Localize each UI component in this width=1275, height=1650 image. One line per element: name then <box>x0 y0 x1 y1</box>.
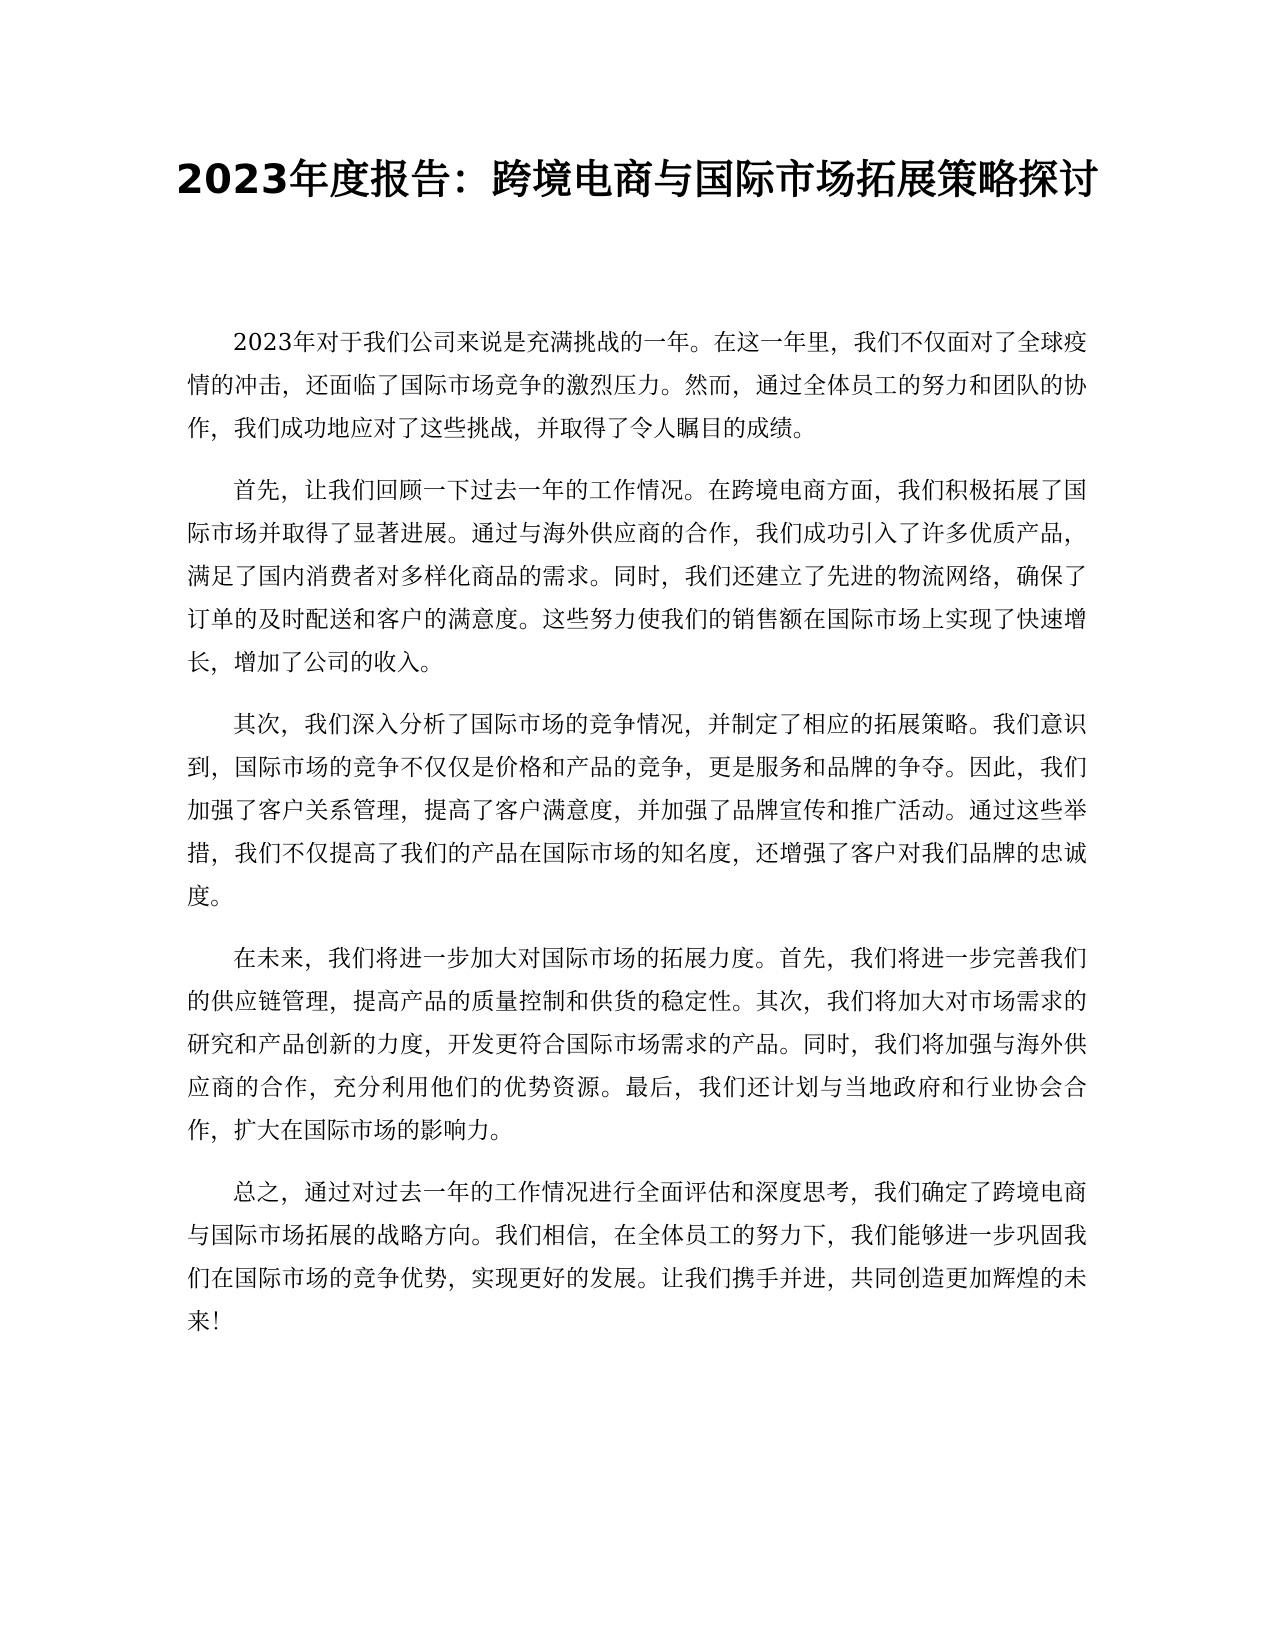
document-body <box>187 322 1087 1363</box>
paragraph-review: 首先，让我们回顾一下过去一年的工作情况。在跨境电商方面，我们积极拓展了国际市场并取得了显著进展。通过与海外供应商的合作，我们成功引入了许多优质产品，满足了国内消费者对多样化商品的需求。同时，我们还建立了先进的物流网络，确保了订单的及时配送和客户的满意度。这些努力使我们的销售额在国际市场上实现了快速增长，增加了公司的收入。 <box>187 478 1087 676</box>
paragraph-future: 在未来，我们将进一步加大对国际市场的拓展力度。首先，我们将进一步完善我们的供应链管理，提高产品的质量控制和供货的稳定性。其次，我们将加大对市场需求的研究和产品创新的力度，开发更符合国际市场需求的产品。同时，我们将加强与海外供应商的合作，充分利用他们的优势资源。最后，我们还计划与当地政府和行业协会合作，扩大在国际市场的影响力。 <box>187 946 1087 1144</box>
document-title: 2023年度报告：跨境电商与国际市场拓展策略探讨 <box>175 157 1100 203</box>
paragraph-intro: 2023年对于我们公司来说是充满挑战的一年。在这一年里，我们不仅面对了全球疫情的冲击，还面临了国际市场竞争的激烈压力。然而，通过全体员工的努力和团队的协作，我们成功地应对了这些挑战，并取得了令人瞩目的成绩。 <box>187 330 1087 442</box>
paragraph-competition: 其次，我们深入分析了国际市场的竞争情况，并制定了相应的拓展策略。我们意识到，国际市场的竞争不仅仅是价格和产品的竞争，更是服务和品牌的争夺。因此，我们加强了客户关系管理，提高了客户满意度，并加强了品牌宣传和推广活动。通过这些举措，我们不仅提高了我们的产品在国际市场的知名度，还增强了客户对我们品牌的忠诚度。 <box>187 712 1087 910</box>
paragraph-conclusion: 总之，通过对过去一年的工作情况进行全面评估和深度思考，我们确定了跨境电商与国际市场拓展的战略方向。我们相信，在全体员工的努力下，我们能够进一步巩固我们在国际市场的竞争优势，实现更好的发展。让我们携手并进，共同创造更加辉煌的未来！ <box>187 1180 1087 1335</box>
